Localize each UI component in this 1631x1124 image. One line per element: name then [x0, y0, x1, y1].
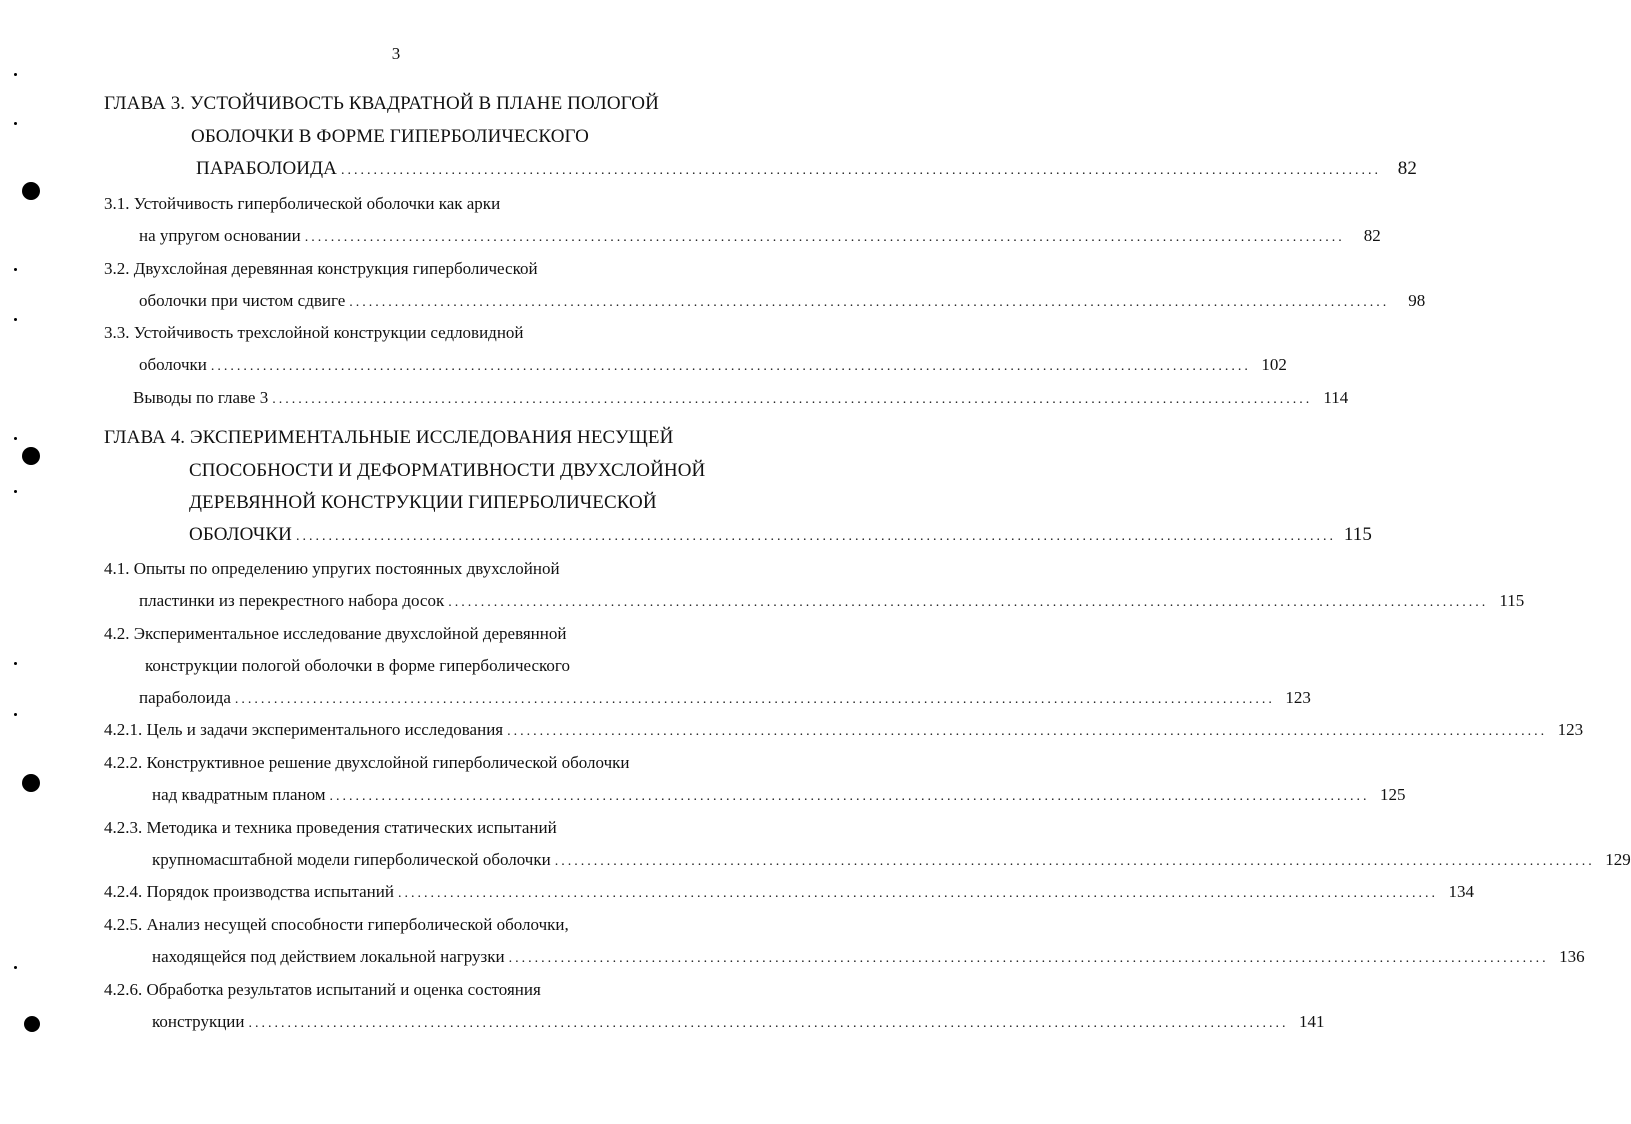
entry-title: 3.3. Устойчивость трехслойной конструкции седловидной — [104, 323, 524, 342]
page-number: 3 — [391, 44, 401, 63]
margin-speck — [14, 318, 17, 321]
entry-page: 141 — [1299, 1012, 1325, 1031]
dot-leader: ................................................................................................................................................................ — [329, 789, 1370, 804]
entry-page: 125 — [1380, 785, 1406, 804]
entry-title: 4.2.2. Конструктивное решение двухслойной гиперболической оболочки — [104, 753, 630, 772]
dot-leader: ................................................................................................................................................................ — [507, 724, 1548, 739]
entry-title-cont: оболочки при чистом сдвиге — [139, 291, 346, 310]
entry-title-cont: конструкции пологой оболочки в форме гиперболического — [145, 656, 570, 675]
dot-leader: ................................................................................................................................................................ — [340, 163, 1381, 178]
entry-title: 3.2. Двухслойная деревянная конструкция гиперболической — [104, 259, 538, 278]
entry-title-cont: конструкции — [152, 1012, 245, 1031]
entry-title-cont: над квадратным планом — [152, 785, 326, 804]
entry-page: 115 — [1499, 591, 1525, 610]
dot-leader: ................................................................................................................................................................ — [248, 1016, 1289, 1031]
entry-title-cont: крупномасштабной модели гиперболической оболочки — [152, 850, 551, 869]
entry-title-cont: находящейся под действием локальной нагрузки — [152, 947, 505, 966]
chapter-4-page: 115 — [1343, 524, 1372, 545]
entry-title: 4.2. Экспериментальное исследование двухслойной деревянной — [104, 624, 567, 643]
binder-hole — [24, 1016, 40, 1032]
margin-speck — [14, 490, 17, 493]
chapter-3-page: 82 — [1397, 158, 1417, 179]
entry-page: 136 — [1559, 947, 1585, 966]
margin-speck — [14, 966, 17, 969]
entry-page: 129 — [1605, 850, 1631, 869]
entry-title: Выводы по главе 3 — [133, 388, 269, 407]
entry-page: 123 — [1557, 720, 1584, 739]
entry-title: 4.2.4. Порядок производства испытаний — [104, 882, 394, 901]
chapter-4-title-line2: СПОСОБНОСТИ И ДЕФОРМАТИВНОСТИ ДВУХСЛОЙНОЙ — [189, 460, 706, 481]
chapter-4-title-line3: ДЕРЕВЯННОЙ КОНСТРУКЦИИ ГИПЕРБОЛИЧЕСКОЙ — [189, 492, 657, 513]
margin-speck — [14, 437, 17, 440]
entry-title: 4.1. Опыты по определению упругих постоянных двухслойной — [104, 559, 560, 578]
dot-leader: ................................................................................................................................................................ — [508, 951, 1549, 966]
binder-hole — [22, 447, 40, 465]
entry-title: 3.1. Устойчивость гиперболической оболочки как арки — [104, 194, 501, 213]
entry-title: 4.2.3. Методика и техника проведения статических испытаний — [104, 818, 557, 837]
entry-page: 114 — [1323, 388, 1349, 407]
entry-title: 4.2.1. Цель и задачи экспериментального исследования — [104, 720, 504, 739]
dot-leader: ................................................................................................................................................................ — [448, 595, 1489, 610]
entry-title: 4.2.6. Обработка результатов испытаний и оценка состояния — [104, 980, 541, 999]
dot-leader: ................................................................................................................................................................ — [234, 692, 1275, 707]
chapter-4-title-line4: ОБОЛОЧКИ — [189, 524, 292, 545]
dot-leader: ................................................................................................................................................................ — [272, 392, 1313, 407]
chapter-3-title-line2: ОБОЛОЧКИ В ФОРМЕ ГИПЕРБОЛИЧЕСКОГО — [191, 126, 589, 147]
entry-title-cont: пластинки из перекрестного набора досок — [139, 591, 445, 610]
entry-page: 134 — [1448, 882, 1474, 901]
dot-leader: ................................................................................................................................................................ — [397, 886, 1438, 901]
entry-title: 4.2.5. Анализ несущей способности гиперболической оболочки, — [104, 915, 569, 934]
dot-leader: ................................................................................................................................................................ — [210, 359, 1251, 374]
chapter-3-title-line1: ГЛАВА 3. УСТОЙЧИВОСТЬ КВАДРАТНОЙ В ПЛАНЕ ПОЛОГОЙ — [104, 93, 659, 114]
entry-title-cont: на упругом основании — [139, 226, 301, 245]
entry-page: 102 — [1261, 355, 1287, 374]
margin-speck — [14, 73, 17, 76]
dot-leader: ................................................................................................................................................................ — [349, 295, 1390, 310]
margin-speck — [14, 122, 17, 125]
entry-title-cont: оболочки — [139, 355, 207, 374]
margin-speck — [14, 268, 17, 271]
binder-hole — [22, 774, 40, 792]
dot-leader: ................................................................................................................................................................ — [295, 529, 1336, 544]
dot-leader: ................................................................................................................................................................ — [304, 230, 1345, 245]
margin-speck — [14, 713, 17, 716]
entry-page: 82 — [1363, 226, 1381, 245]
entry-title-cont: параболоида — [139, 688, 231, 707]
margin-speck — [14, 662, 17, 665]
dot-leader: ................................................................................................................................................................ — [554, 854, 1595, 869]
chapter-4-title-line1: ГЛАВА 4. ЭКСПЕРИМЕНТАЛЬНЫЕ ИССЛЕДОВАНИЯ НЕСУЩЕЙ — [104, 427, 674, 448]
entry-page: 123 — [1285, 688, 1311, 707]
entry-page: 98 — [1408, 291, 1426, 310]
chapter-3-title-line3: ПАРАБОЛОИДА — [196, 158, 337, 179]
binder-hole — [22, 182, 40, 200]
